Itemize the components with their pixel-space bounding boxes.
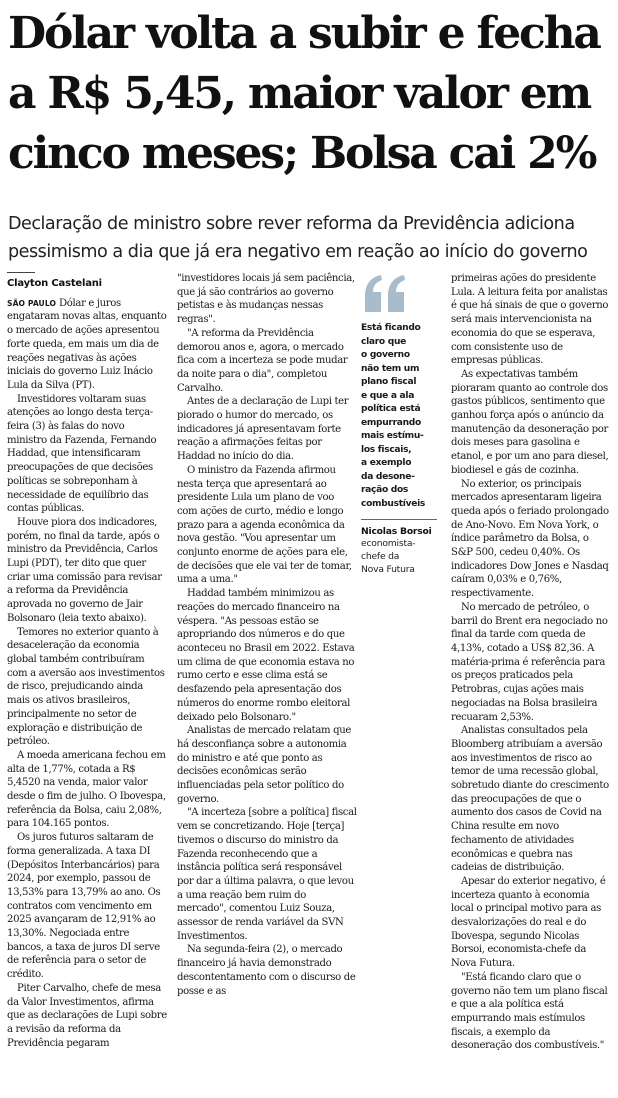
pull-quote-line: claro que	[361, 336, 406, 347]
pull-quote-role-line: economista-	[361, 538, 416, 549]
pull-quote-line: Está ficando	[361, 323, 421, 333]
quote-mark-icon	[361, 274, 409, 314]
article-column-4	[451, 272, 611, 1053]
paragraph: Analistas consultados pela Bloomberg atribuíam a aversão aos investimentos de risco ao temor de uma recessão global, sobretudo diante do crescimento das preocupações de que o aumento dos casos de Covid na China resulte em novo fechamento de atividades econômicas e quebra nas cadeias de distribuição.	[451, 725, 609, 874]
pull-quote-line: e que a ala	[361, 390, 415, 401]
pull-quote-role	[361, 537, 443, 576]
pull-quote-line: não tem um	[361, 363, 420, 374]
paragraph: "A incerteza [sobre a política] fiscal vem se concretizando. Hoje [terça] tivemos o discurso do ministro da Fazenda reconhecendo que a instância política será responsável por dar a última palavra, o que levou a uma reação bem ruim do mercado", comentou Luiz Souza, assessor de renda variável da SVN Investimentos.	[177, 807, 357, 942]
headline-line: Dólar volta a subir e fecha	[8, 8, 600, 59]
pull-quote	[361, 272, 443, 576]
paragraph: No exterior, os principais mercados apresentaram ligeira queda após o feriado prolongado de Ano-Novo. Em Nova York, o índice parâmetro da Bolsa, o S&P 500, cedeu 0,40%. Os indicadores Dow Jones e Nasdaq caíram 0,03% e 0,76%, respectivamente.	[451, 478, 609, 600]
paragraph: Na segunda-feira (2), o mercado financeiro já havia demonstrado descontentamento com o discurso de posse e as	[177, 944, 356, 997]
paragraph: A moeda americana fechou em alta de 1,77%, cotada a R$ 5,4520 na venda, maior valor desde o fim de julho. O Ibovespa, referência da Bolsa, caiu 2,08%, para 104.165 pontos.	[7, 749, 166, 830]
article-column-1	[7, 272, 167, 1050]
pull-quote-line: combustíveis	[361, 498, 425, 509]
pull-quote-author: Nicolas Borsoi	[361, 526, 432, 537]
pull-quote-line: mais estímu-	[361, 431, 424, 441]
paragraph: primeiras ações do presidente Lula. A leitura feita por analistas é que há sinais de que o governo será mais intervencionista na economia do que se esperava, com consistente uso de empresas públicas.	[451, 273, 609, 367]
pull-quote-line: los fiscais,	[361, 444, 412, 455]
byline-author: Clayton Castelani	[7, 278, 102, 289]
article-column-2	[177, 272, 357, 998]
pull-quote-line: empurrando	[361, 417, 421, 428]
subheadline	[8, 210, 612, 266]
pull-quote-line: a exemplo	[361, 458, 412, 468]
subheadline-line: pessimismo a dia que já era negativo em reação ao início do governo	[8, 242, 588, 262]
pull-quote-role-line: Nova Futura	[361, 564, 415, 575]
paragraph: Piter Carvalho, chefe de mesa da Valor Investimentos, afirma que as declarações de Lupi sobre a revisão da reforma da Previdência pegaram	[7, 982, 167, 1049]
paragraph: "A reforma da Previdência demorou anos e, agora, o mercado fica com a incerteza se pode mudar da noite para o dia", completou Carvalho.	[177, 327, 348, 394]
pull-quote-text	[361, 322, 443, 511]
paragraph: Haddad também minimizou as reações do mercado financeiro na véspera. "As pessoas estão se apropriando dos números e do que aconteceu no Brasil em 2022. Estava um clima de que economia estava no rumo certo e esse clima está se desfazendo pela apresentação dos números do enorme rombo eleitoral deixado pelo Bolsonaro."	[177, 588, 355, 723]
paragraph: No mercado de petróleo, o barril do Brent era negociado no final da tarde com queda de 4,13%, cotado a US$ 82,36. A matéria-prima é referência para os preços praticados pela Petrobras, cujas ações mais negociadas na Bolsa brasileira recuaram 2,53%.	[451, 601, 608, 723]
pull-quote-line: o governo	[361, 350, 410, 360]
headline	[8, 4, 612, 184]
headline-line: a R$ 5,45, maior valor em	[8, 68, 590, 119]
paragraph: O ministro da Fazenda afirmou nesta terça que apresentará ao presidente Lula um plano de voo com ações de curto, médio e longo prazo para a agenda econômica da nova gestão. "Vou apresentar um conjunto enorme de ações para ele, de decisões que ele vai ter de tomar, uma a uma."	[177, 464, 352, 586]
paragraph: Os juros futuros saltaram de forma generalizada. A taxa DI (Depósitos Interbancários) para 2024, por exemplo, passou de 13,53% para 13,79% ao ano. Os contratos com vencimento em 2025 avançaram de 12,91% ao 13,30%. Negociada entre bancos, a taxa de juros DI serve de referência para o setor de crédito.	[7, 832, 161, 981]
pull-quote-rule	[361, 519, 437, 520]
pull-quote-line: plano fiscal	[361, 377, 417, 387]
paragraph: Antes de a declaração de Lupi ter piorado o humor do mercado, os indicadores já apresentavam forte reação a afirmações feitas por Haddad no início do dia.	[177, 396, 349, 463]
paragraph: Investidores voltaram suas atenções ao longo desta terça-feira (3) às falas do novo ministro da Fazenda, Fernando Haddad, que intensificaram preocupações de que decisões políticas se sobreponham à necessidade de equilíbrio das contas públicas.	[7, 393, 157, 515]
pull-quote-line: da desone-	[361, 471, 415, 482]
byline-rule	[7, 272, 35, 273]
paragraph: "investidores locais já sem paciência, que já são contrários ao governo petistas e às mudanças nessas regras".	[177, 273, 355, 326]
subheadline-line: Declaração de ministro sobre rever reforma da Previdência adiciona	[8, 214, 575, 234]
pull-quote-line: ração dos	[361, 485, 409, 495]
paragraph	[7, 297, 167, 393]
pull-quote-role-line: chefe da	[361, 551, 400, 562]
paragraph-text: Dólar e juros engataram novas altas, enquanto o mercado de ações apresentou forte queda, em mais um dia de reações negativas às ações iniciais do governo Luiz Inácio Lula da Silva (PT).	[7, 297, 167, 391]
paragraph: As expectativas também pioraram quanto ao controle dos gastos públicos, sentimento que ganhou força após o anúncio da manutenção da desoneração por dois meses para gasolina e etanol, e por um ano para diesel, biodiesel e gás de cozinha.	[451, 368, 609, 476]
paragraph: "Está ficando claro que o governo não tem um plano fiscal e que a ala política está empurrando mais estímulos fiscais, a exemplo da desoneração dos combustíveis."	[451, 971, 608, 1052]
headline-line: cinco meses; Bolsa cai 2%	[8, 128, 596, 179]
dateline: SÃO PAULO	[7, 298, 57, 308]
paragraph: Apesar do exterior negativo, é incerteza quanto à economia local o principal motivo para as desvalorizações do real e do Ibovespa, segundo Nicolas Borsoi, economista-chefe da Nova Futura.	[451, 875, 606, 970]
paragraph: Houve piora dos indicadores, porém, no final da tarde, após o ministro da Previdência, Carlos Lupi (PDT), ter dito que quer criar uma comissão para revisar a reforma da Previdência aprovada no governo de Jair Bolsonaro (leia texto abaixo).	[7, 516, 162, 624]
paragraph: Analistas de mercado relatam que há desconfiança sobre a autonomia do ministro e até que ponto as decisões econômicas serão influenciadas pela setor político do governo.	[177, 725, 351, 805]
paragraph: Temores no exterior quanto à desaceleração da economia global também contribuíram com a aversão aos investimentos de risco, prejudicando ainda mais os ativos brasileiros, principalmente no setor de exploração e distribuição de petróleo.	[7, 626, 165, 748]
pull-quote-line: política está	[361, 404, 421, 414]
